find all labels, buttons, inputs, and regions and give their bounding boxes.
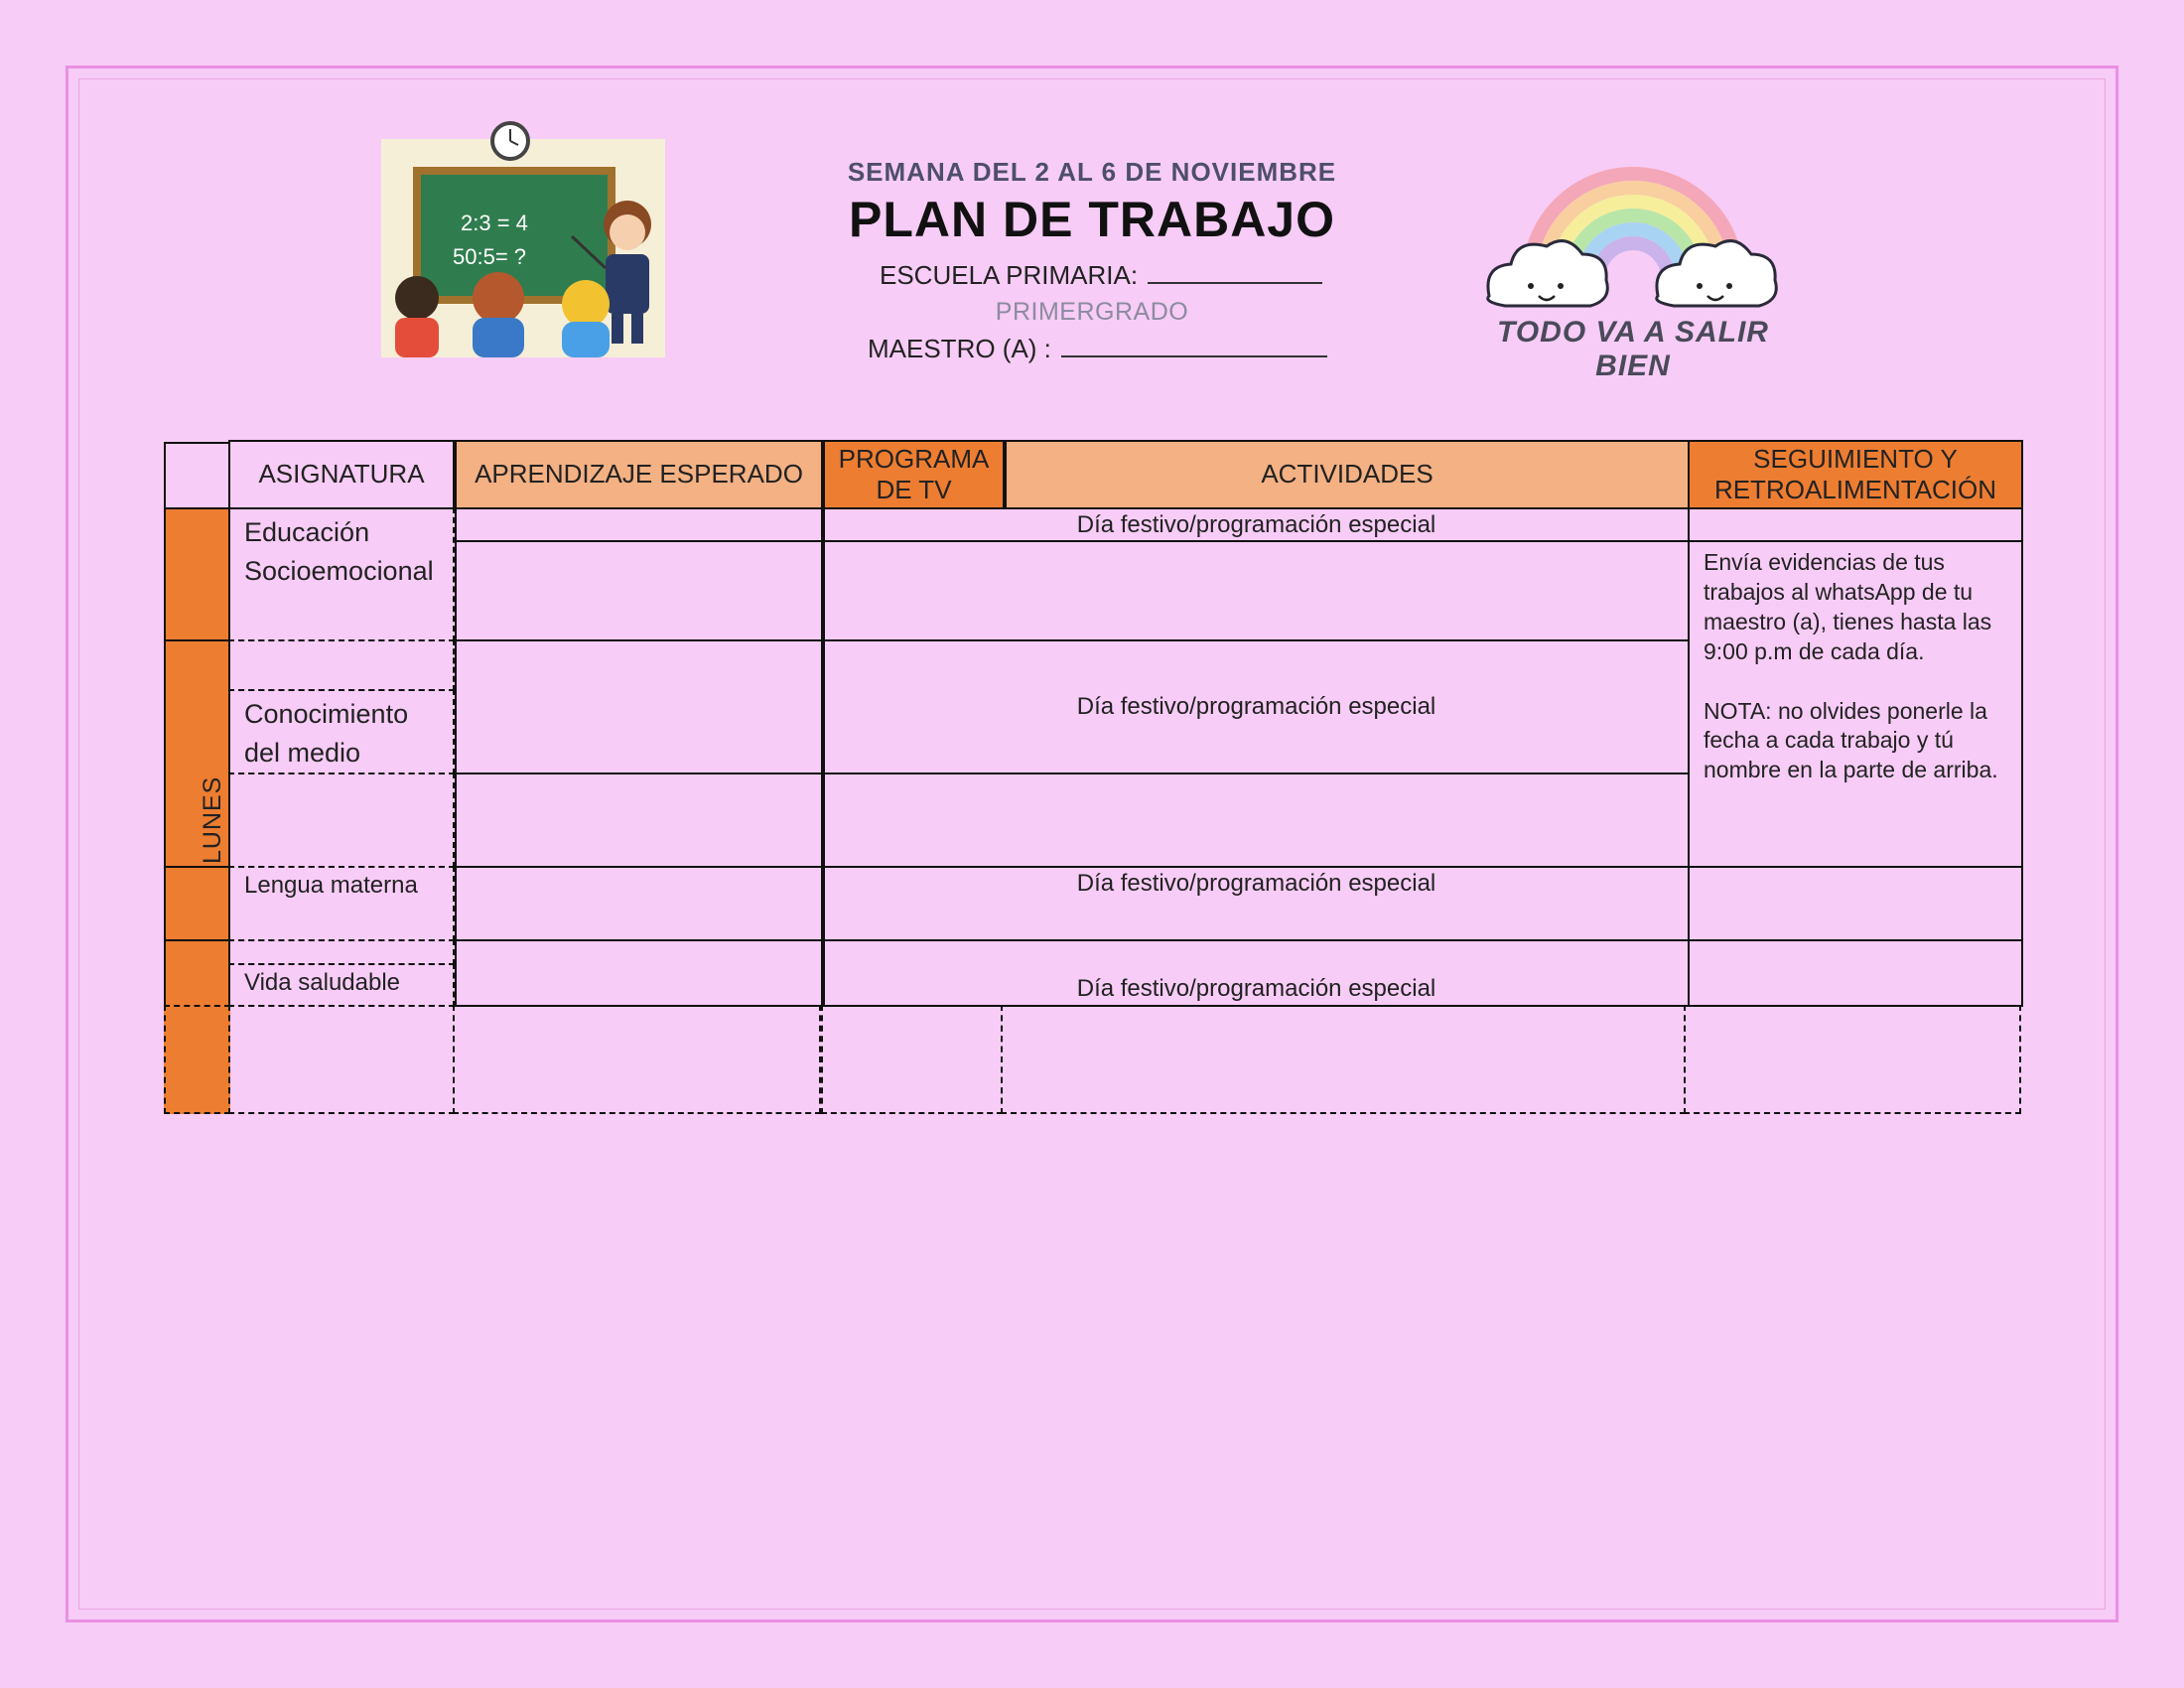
teacher-blank-line <box>1061 338 1327 357</box>
aprendizaje-cell-3 <box>455 773 823 868</box>
day-column <box>164 507 230 1007</box>
page-title: PLAN DE TRABAJO <box>848 192 1336 247</box>
activity-cell-5: Día festivo/programación especial <box>823 939 1690 1007</box>
seguimiento-cell-5 <box>1688 939 2023 1007</box>
activity-cell-3 <box>823 773 1690 868</box>
aprendizaje-cell-1b <box>455 540 823 641</box>
header-aprendizaje: APRENDIZAJE ESPERADO <box>455 440 823 509</box>
activity-cell-1b <box>823 540 1690 641</box>
bottom-row-actividades <box>1001 1005 1686 1114</box>
teacher-label: MAESTRO (A) : <box>868 334 1051 363</box>
grade-label: PRIMERGRADO <box>995 298 1189 326</box>
header-asignatura: ASIGNATURA <box>228 440 455 509</box>
aprendizaje-cell-1a <box>455 507 823 542</box>
seguimiento-notes <box>1688 540 2023 868</box>
subject-lengua-materna: Lengua materna <box>228 866 455 941</box>
subject-conocimiento-medio: Conocimiento del medio <box>228 689 455 774</box>
seguimiento-cell-4 <box>1688 866 2023 941</box>
aprendizaje-cell-2 <box>455 639 823 774</box>
bottom-row-aprendizaje <box>453 1005 821 1114</box>
week-label: SEMANA DEL 2 AL 6 DE NOVIEMBRE <box>847 157 1337 187</box>
bottom-row-seguimiento <box>1684 1005 2021 1114</box>
header-programa-tv: PROGRAMA DE TV <box>823 440 1005 509</box>
day-label-lunes: LUNES <box>199 775 226 864</box>
header-corner-cell <box>164 442 230 509</box>
seguimiento-evidencias: Envía evidencias de tus trabajos al whatsApp de tu maestro (a), tienes hasta las 9:00 p.m de cada día. <box>1704 549 1992 664</box>
bottom-row-day <box>164 1005 230 1114</box>
classroom-illustration <box>381 119 665 357</box>
subject-vida-saludable: Vida saludable <box>228 963 455 1007</box>
seguimiento-nota: NOTA: no olvides ponerle la fecha a cada trabajo y tú nombre en la parte de arriba. <box>1704 697 1998 783</box>
day-row-divider-1 <box>164 639 230 641</box>
day-row-divider-3 <box>164 939 230 941</box>
activity-cell-2: Día festivo/programación especial <box>823 639 1690 774</box>
header-seguimiento: SEGUIMIENTO Y RETROALIMENTACIÓN <box>1688 440 2023 509</box>
activity-cell-4: Día festivo/programación especial <box>823 866 1690 941</box>
school-label: ESCUELA PRIMARIA: <box>880 260 1139 290</box>
motto-text: TODO VA A SALIR BIEN <box>1497 316 1769 382</box>
school-blank-line <box>1148 264 1322 284</box>
school-field <box>880 260 1322 291</box>
aprendizaje-cell-4 <box>455 866 823 941</box>
aprendizaje-cell-5 <box>455 939 823 1007</box>
teacher-field <box>868 334 1327 364</box>
subject-spacer-3 <box>228 939 455 965</box>
day-row-divider-2 <box>164 866 230 868</box>
board-line-1: 2:3 = 4 <box>461 211 528 235</box>
subject-spacer-2 <box>228 773 455 868</box>
board-line-2: 50:5= ? <box>453 244 527 269</box>
subject-spacer-1 <box>228 639 455 691</box>
bottom-row-asignatura <box>228 1005 455 1114</box>
seguimiento-cell-top <box>1688 507 2023 542</box>
activity-cell-1: Día festivo/programación especial <box>823 507 1690 542</box>
subject-educacion-socioemocional: Educación Socioemocional <box>228 507 455 641</box>
header-actividades: ACTIVIDADES <box>1005 440 1690 509</box>
bottom-row-programa <box>821 1005 1003 1114</box>
